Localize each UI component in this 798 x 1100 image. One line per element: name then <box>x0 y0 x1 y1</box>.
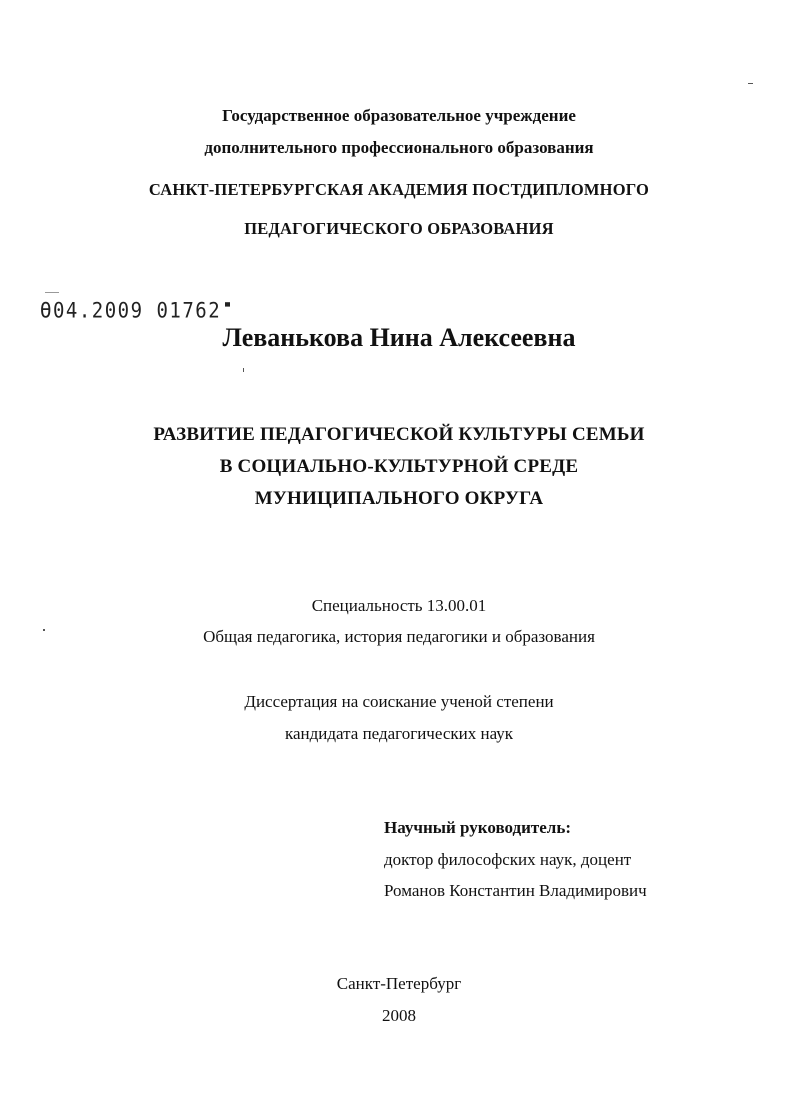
library-stamp <box>40 299 230 323</box>
scan-speck <box>45 292 59 293</box>
degree-line-2: кандидата педагогических наук <box>284 724 514 743</box>
institution-line-3: САНКТ-ПЕТЕРБУРГСКАЯ АКАДЕМИЯ ПОСТДИПЛОМНОГО <box>148 180 650 199</box>
dissertation-title-line-2: В СОЦИАЛЬНО-КУЛЬТУРНОЙ СРЕДЕ <box>219 456 579 477</box>
specialty-name: Общая педагогика, история педагогики и образования <box>203 627 595 646</box>
scan-speck <box>243 368 244 372</box>
scan-speck <box>748 83 753 84</box>
stamp-number: Ө04.2009 01762 <box>40 298 222 324</box>
supervisor-degree: доктор философских наук, доцент <box>384 850 632 869</box>
scan-speck <box>43 629 45 631</box>
year: 2008 <box>382 1006 416 1025</box>
specialty-code: Специальность 13.00.01 <box>311 596 487 615</box>
supervisor-heading: Научный руководитель: <box>384 818 571 837</box>
institution-line-2: дополнительного профессионального образования <box>204 138 594 157</box>
city: Санкт-Петербург <box>336 974 462 993</box>
supervisor-name: Романов Константин Владимирович <box>384 881 647 900</box>
degree-line-1: Диссертация на соискание ученой степени <box>244 692 554 711</box>
institution-line-1: Государственное образовательное учреждение <box>222 106 576 125</box>
institution-line-4: ПЕДАГОГИЧЕСКОГО ОБРАЗОВАНИЯ <box>244 219 554 238</box>
author-name: Леванькова Нина Алексеевна <box>222 323 576 352</box>
dissertation-title-line-1: РАЗВИТИЕ ПЕДАГОГИЧЕСКОЙ КУЛЬТУРЫ СЕМЬИ <box>153 424 645 445</box>
stamp-mark <box>225 302 230 306</box>
dissertation-title-line-3: МУНИЦИПАЛЬНОГО ОКРУГА <box>254 488 544 509</box>
